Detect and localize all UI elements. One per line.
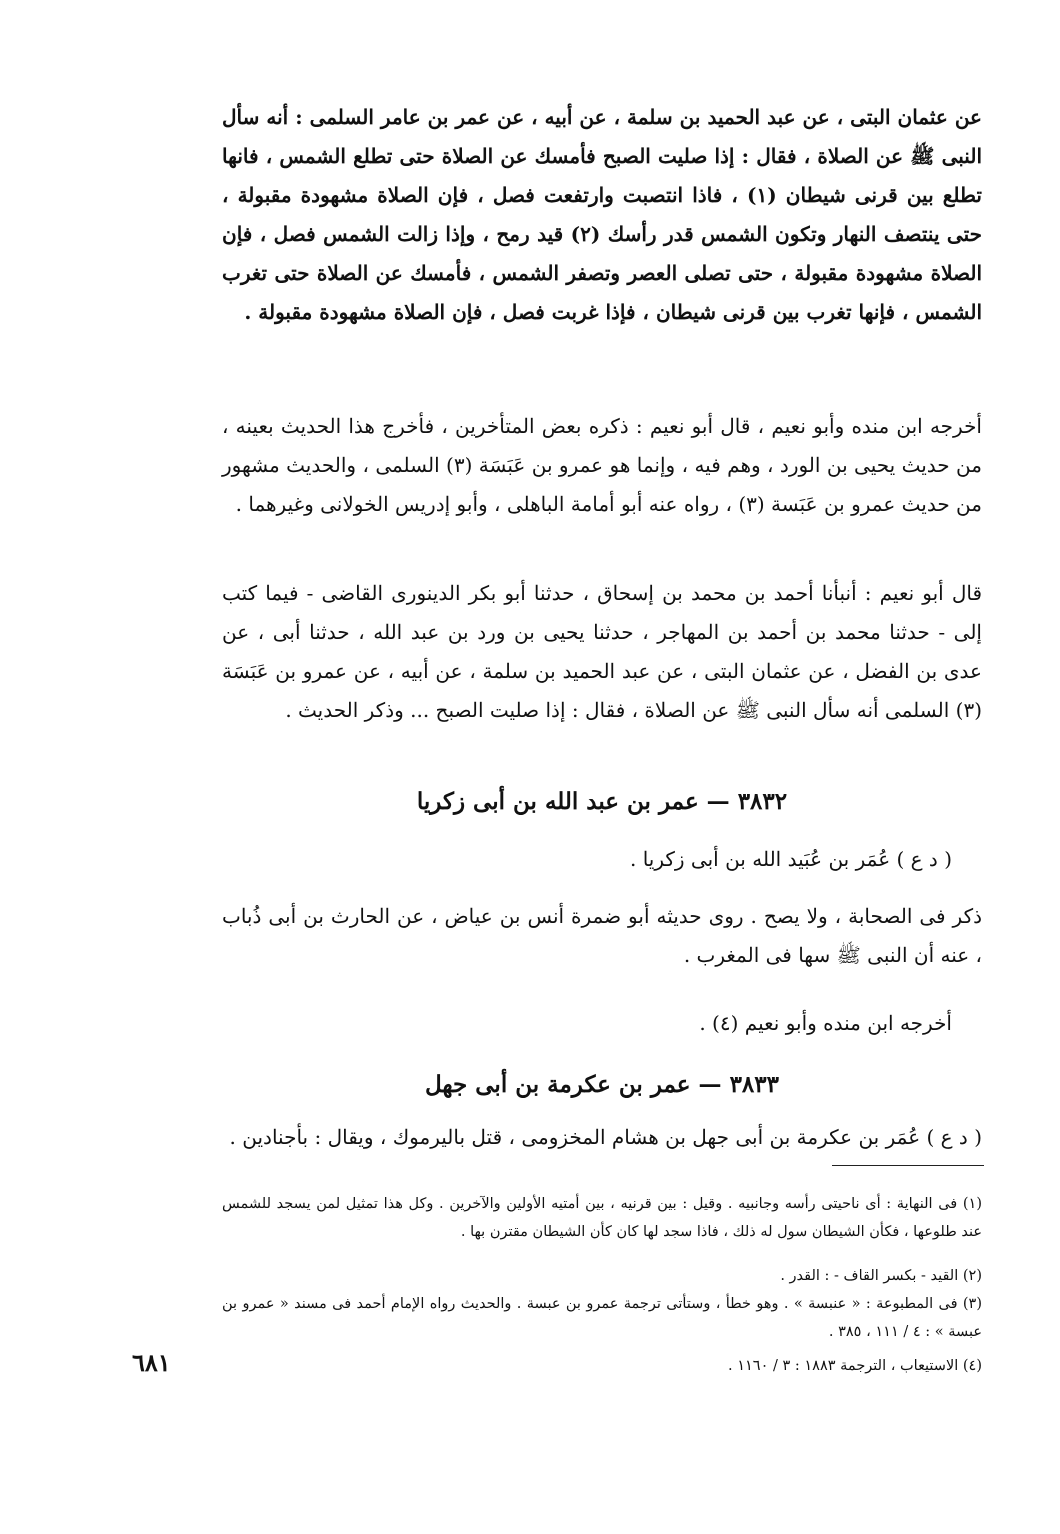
page-number: ٦٨١ [132, 1348, 171, 1377]
entry-name-line: ( د ع ) عُمَر بن عُبَيد الله بن أبى زكريا . [629, 847, 952, 871]
footnote-3: (٣) فى المطبوعة : « عنبسة » . وهو خطأ ، وستأتى ترجمة عمرو بن عبسة . والحديث رواه الإمام أحمد فى مسند « عمرو بن عبسة » : ٤ / ١١١ ، ٣٨٥ . [222, 1296, 982, 1340]
footnote-divider [832, 1165, 984, 1166]
isnad-paragraph: قال أبو نعيم : أنبأنا أحمد بن محمد بن إسحاق ، حدثنا أبو بكر الدينورى القاضى - فيما كتب إلى - حدثنا محمد بن أحمد بن المهاجر ، حدثنا يحيى بن ورد بن عبد الله ، حدثنا أبى ، عن عدى بن الفضل ، عن عثمان البتى ، عن عبد الحميد بن سلمة ، عن أبيه ، عن عمرو بن عَبَسَة (٣) السلمى أنه سأل النبى ﷺ عن الصلاة ، فقال : إذا صليت الصبح ... وذكر الحديث . [222, 581, 982, 722]
hadith-paragraph: عن عثمان البتى ، عن عبد الحميد بن سلمة ، عن أبيه ، عن عمر بن عامر السلمى : أنه سأل النبى ﷺ عن الصلاة ، فقال : إذا صليت الصبح فأمسك عن الصلاة حتى تطلع الشمس ، فانها تطلع بين قرنى شيطان (١) ، فاذا انتصبت وارتفعت فصل ، فإن الصلاة مشهودة مقبولة ، حتى ينتصف النهار وتكون الشمس قدر رأسك (٢) قيد رمح ، وإذا زالت الشمس فصل ، فإن الصلاة مشهودة مقبولة ، حتى تصلى العصر وتصفر الشمس ، فأمسك عن الصلاة حتى تغرب الشمس ، فإنها تغرب بين قرنى شيطان ، فإذا غربت فصل ، فإن الصلاة مشهودة مقبولة . [222, 105, 983, 324]
entry-body: ذكر فى الصحابة ، ولا يصح . روى حديثه أبو ضمرة أنس بن عياض ، عن الحارث بن أبى ذُباب ، عنه أن النبى ﷺ سها فى المغرب . [222, 904, 982, 967]
footnote-2: (٢) القيد - بكسر القاف - : القدر . [780, 1268, 982, 1284]
entry-heading-3833: ٣٨٣٣ — عمر بن عكرمة بن أبى جهل [425, 1071, 779, 1098]
entry-heading-3832: ٣٨٣٢ — عمر بن عبد الله بن أبى زكريا [416, 788, 788, 815]
entry-name-line: ( د ع ) عُمَر بن عكرمة بن أبى جهل بن هشام المخزومى ، قتل باليرموك ، ويقال : بأجنادين . [229, 1125, 982, 1149]
takhrij-paragraph: أخرجه ابن منده وأبو نعيم ، قال أبو نعيم : ذكره بعض المتأخرين ، فأخرج هذا الحديث بعينه ، من حديث يحيى بن الورد ، وهم فيه ، وإنما هو عمرو بن عَبَسَة (٣) السلمى ، والحديث مشهور من حديث عمرو بن عَبَسة (٣) ، رواه عنه أبو أمامة الباهلى ، وأبو إدريس الخولانى وغيرهما . [222, 414, 982, 516]
entry-source: أخرجه ابن منده وأبو نعيم (٤) . [699, 1011, 952, 1035]
footnote-4: (٤) الاستيعاب ، الترجمة ١٨٨٣ : ٣ / ١١٦٠ . [728, 1358, 982, 1374]
footnote-1: (١) فى النهاية : أى ناحيتى رأسه وجانبيه . وقيل : بين قرنيه ، بين أمتيه الأولين والآخرين . وكل هذا تمثيل لمن يسجد للشمس عند طلوعها ، فكأن الشيطان سول له ذلك ، فاذا سجد لها كان كأن الشيطان مقترن بها . [222, 1196, 982, 1240]
